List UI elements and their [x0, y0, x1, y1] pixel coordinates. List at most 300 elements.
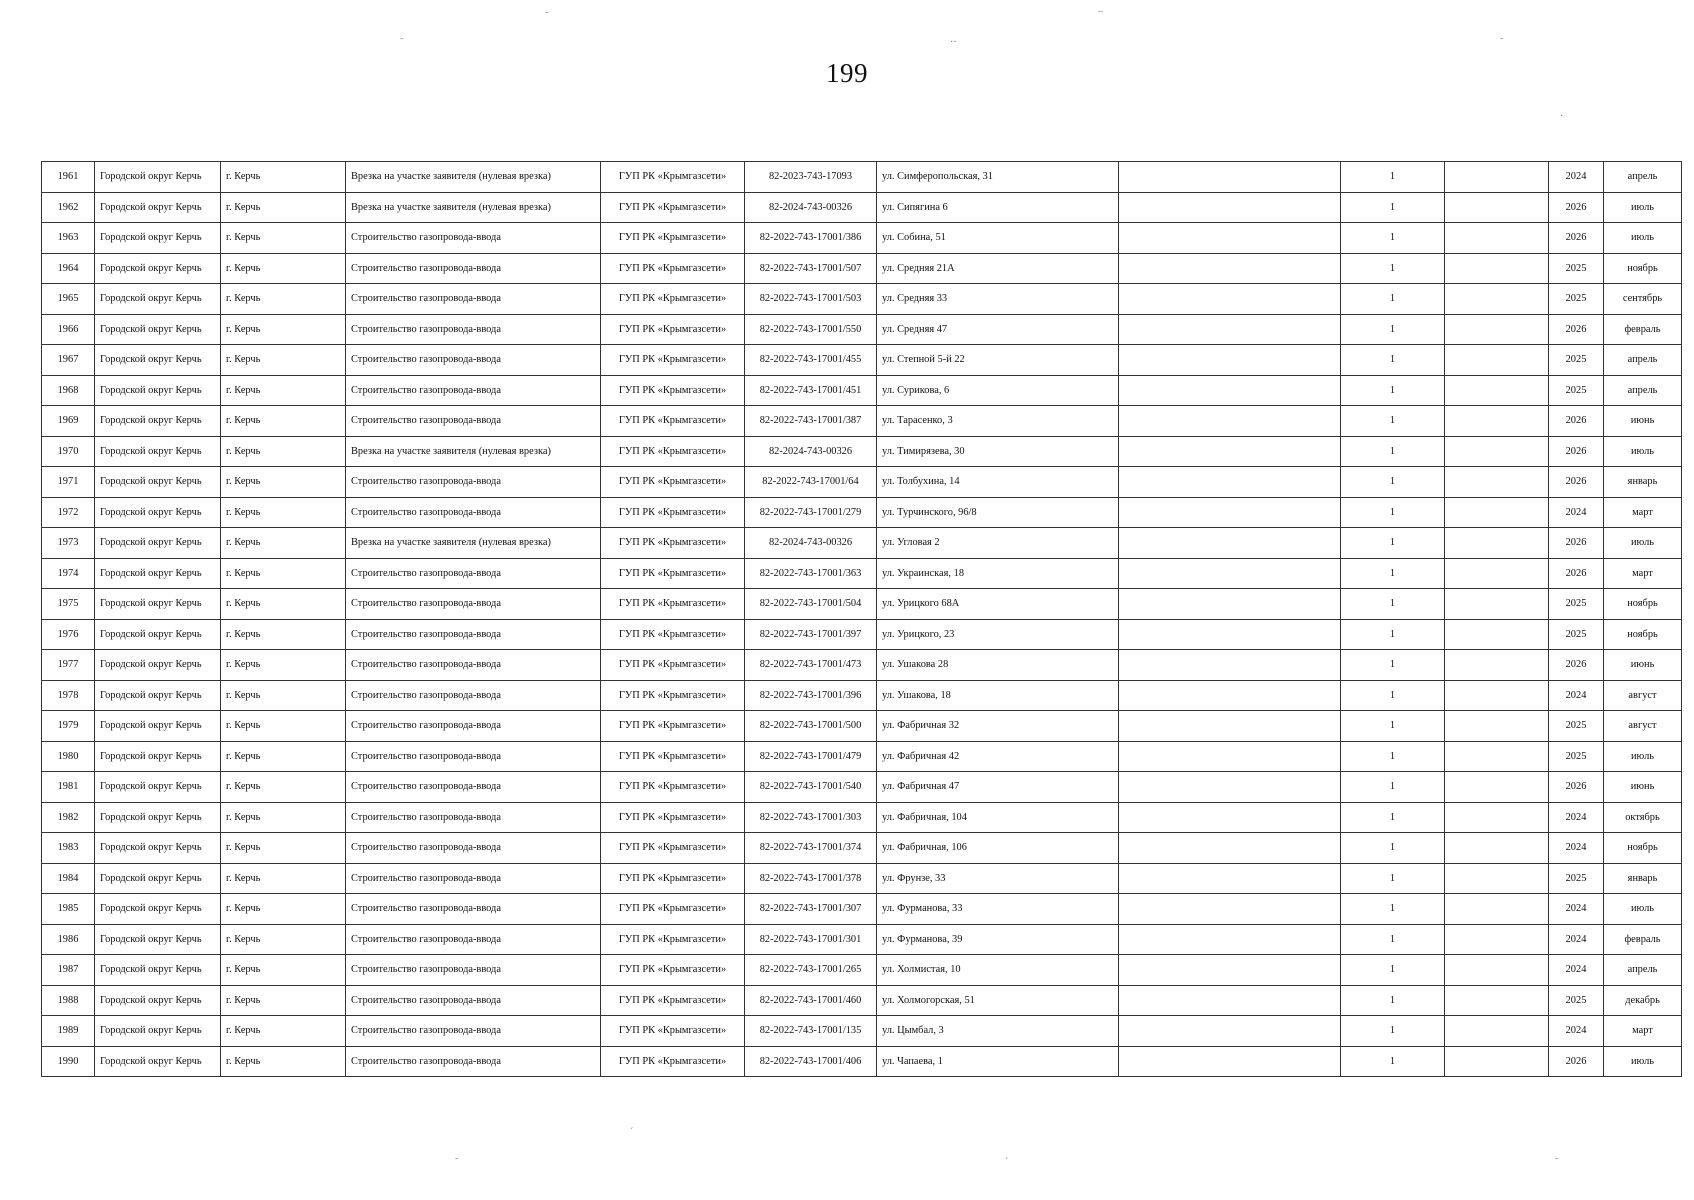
year-cell: 2025 — [1549, 589, 1604, 620]
month-cell: июль — [1604, 894, 1682, 925]
year-cell: 2026 — [1549, 650, 1604, 681]
organization-cell: ГУП РК «Крымгазсети» — [601, 863, 745, 894]
quantity-cell: 1 — [1341, 345, 1445, 376]
district-cell: Городской округ Керчь — [95, 1046, 221, 1077]
table-row — [42, 467, 1682, 498]
month-cell: июль — [1604, 223, 1682, 254]
address-cell: ул. Средняя 21А — [877, 253, 1119, 284]
empty-cell — [1119, 467, 1341, 498]
table-row — [42, 650, 1682, 681]
address-cell: ул. Сипягина 6 — [877, 192, 1119, 223]
month-cell: ноябрь — [1604, 253, 1682, 284]
district-cell: Городской округ Керчь — [95, 924, 221, 955]
row-number-cell: 1970 — [42, 436, 95, 467]
organization-cell: ГУП РК «Крымгазсети» — [601, 711, 745, 742]
organization-cell: ГУП РК «Крымгазсети» — [601, 650, 745, 681]
month-cell: июнь — [1604, 772, 1682, 803]
empty-cell — [1119, 833, 1341, 864]
address-cell: ул. Симферопольская, 31 — [877, 162, 1119, 193]
work-type-cell: Строительство газопровода-ввода — [346, 833, 601, 864]
scan-mark: ˜ — [1555, 1157, 1559, 1168]
empty-cell — [1119, 680, 1341, 711]
table-row — [42, 955, 1682, 986]
empty-cell — [1445, 650, 1549, 681]
empty-cell — [1119, 223, 1341, 254]
table-row — [42, 589, 1682, 620]
row-number-cell: 1989 — [42, 1016, 95, 1047]
request-number-cell: 82-2022-743-17001/135 — [745, 1016, 877, 1047]
month-cell: апрель — [1604, 375, 1682, 406]
quantity-cell: 1 — [1341, 894, 1445, 925]
organization-cell: ГУП РК «Крымгазсети» — [601, 192, 745, 223]
work-type-cell: Строительство газопровода-ввода — [346, 345, 601, 376]
quantity-cell: 1 — [1341, 375, 1445, 406]
city-cell: г. Керчь — [221, 497, 346, 528]
empty-cell — [1119, 314, 1341, 345]
work-type-cell: Врезка на участке заявителя (нулевая врезка) — [346, 162, 601, 193]
request-number-cell: 82-2022-743-17001/378 — [745, 863, 877, 894]
organization-cell: ГУП РК «Крымгазсети» — [601, 528, 745, 559]
year-cell: 2024 — [1549, 497, 1604, 528]
empty-cell — [1445, 1046, 1549, 1077]
table-row — [42, 528, 1682, 559]
organization-cell: ГУП РК «Крымгазсети» — [601, 1016, 745, 1047]
row-number-cell: 1981 — [42, 772, 95, 803]
row-number-cell: 1961 — [42, 162, 95, 193]
month-cell: март — [1604, 558, 1682, 589]
month-cell: март — [1604, 1016, 1682, 1047]
year-cell: 2024 — [1549, 955, 1604, 986]
year-cell: 2025 — [1549, 985, 1604, 1016]
row-number-cell: 1962 — [42, 192, 95, 223]
year-cell: 2026 — [1549, 406, 1604, 437]
quantity-cell: 1 — [1341, 162, 1445, 193]
row-number-cell: 1972 — [42, 497, 95, 528]
empty-cell — [1445, 863, 1549, 894]
row-number-cell: 1969 — [42, 406, 95, 437]
district-cell: Городской округ Керчь — [95, 192, 221, 223]
table-row — [42, 772, 1682, 803]
empty-cell — [1445, 924, 1549, 955]
quantity-cell: 1 — [1341, 619, 1445, 650]
work-type-cell: Строительство газопровода-ввода — [346, 924, 601, 955]
empty-cell — [1119, 741, 1341, 772]
scan-mark: ·· — [950, 37, 957, 48]
table-row — [42, 345, 1682, 376]
district-cell: Городской округ Керчь — [95, 467, 221, 498]
empty-cell — [1119, 192, 1341, 223]
organization-cell: ГУП РК «Крымгазсети» — [601, 985, 745, 1016]
row-number-cell: 1974 — [42, 558, 95, 589]
year-cell: 2026 — [1549, 772, 1604, 803]
address-cell: ул. Холмогорская, 51 — [877, 985, 1119, 1016]
row-number-cell: 1963 — [42, 223, 95, 254]
year-cell: 2026 — [1549, 528, 1604, 559]
city-cell: г. Керчь — [221, 894, 346, 925]
scan-mark: ˜ — [1500, 37, 1504, 48]
work-type-cell: Строительство газопровода-ввода — [346, 467, 601, 498]
empty-cell — [1119, 345, 1341, 376]
address-cell: ул. Фабричная 42 — [877, 741, 1119, 772]
organization-cell: ГУП РК «Крымгазсети» — [601, 833, 745, 864]
month-cell: декабрь — [1604, 985, 1682, 1016]
empty-cell — [1119, 985, 1341, 1016]
work-type-cell: Строительство газопровода-ввода — [346, 284, 601, 315]
empty-cell — [1119, 894, 1341, 925]
month-cell: март — [1604, 497, 1682, 528]
city-cell: г. Керчь — [221, 1016, 346, 1047]
empty-cell — [1445, 528, 1549, 559]
request-number-cell: 82-2023-743-17093 — [745, 162, 877, 193]
empty-cell — [1119, 497, 1341, 528]
empty-cell — [1445, 467, 1549, 498]
month-cell: ноябрь — [1604, 619, 1682, 650]
address-cell: ул. Фабричная 47 — [877, 772, 1119, 803]
address-cell: ул. Фурманова, 39 — [877, 924, 1119, 955]
request-number-cell: 82-2024-743-00326 — [745, 192, 877, 223]
city-cell: г. Керчь — [221, 467, 346, 498]
empty-cell — [1445, 772, 1549, 803]
scan-mark: ´ — [1005, 1157, 1009, 1168]
city-cell: г. Керчь — [221, 528, 346, 559]
empty-cell — [1119, 619, 1341, 650]
work-type-cell: Строительство газопровода-ввода — [346, 223, 601, 254]
district-cell: Городской округ Керчь — [95, 589, 221, 620]
month-cell: июль — [1604, 1046, 1682, 1077]
quantity-cell: 1 — [1341, 558, 1445, 589]
organization-cell: ГУП РК «Крымгазсети» — [601, 619, 745, 650]
row-number-cell: 1977 — [42, 650, 95, 681]
year-cell: 2024 — [1549, 924, 1604, 955]
table-row — [42, 863, 1682, 894]
organization-cell: ГУП РК «Крымгазсети» — [601, 894, 745, 925]
city-cell: г. Керчь — [221, 162, 346, 193]
quantity-cell: 1 — [1341, 589, 1445, 620]
address-cell: ул. Толбухина, 14 — [877, 467, 1119, 498]
empty-cell — [1119, 863, 1341, 894]
city-cell: г. Керчь — [221, 253, 346, 284]
year-cell: 2025 — [1549, 284, 1604, 315]
year-cell: 2026 — [1549, 314, 1604, 345]
address-cell: ул. Фабричная, 106 — [877, 833, 1119, 864]
request-number-cell: 82-2022-743-17001/540 — [745, 772, 877, 803]
request-number-cell: 82-2022-743-17001/374 — [745, 833, 877, 864]
district-cell: Городской округ Керчь — [95, 741, 221, 772]
quantity-cell: 1 — [1341, 863, 1445, 894]
organization-cell: ГУП РК «Крымгазсети» — [601, 955, 745, 986]
request-number-cell: 82-2022-743-17001/503 — [745, 284, 877, 315]
district-cell: Городской округ Керчь — [95, 253, 221, 284]
work-type-cell: Врезка на участке заявителя (нулевая врезка) — [346, 192, 601, 223]
empty-cell — [1445, 985, 1549, 1016]
row-number-cell: 1967 — [42, 345, 95, 376]
month-cell: июль — [1604, 528, 1682, 559]
organization-cell: ГУП РК «Крымгазсети» — [601, 406, 745, 437]
month-cell: июнь — [1604, 650, 1682, 681]
month-cell: ноябрь — [1604, 833, 1682, 864]
table-row — [42, 833, 1682, 864]
organization-cell: ГУП РК «Крымгазсети» — [601, 375, 745, 406]
address-cell: ул. Угловая 2 — [877, 528, 1119, 559]
district-cell: Городской округ Керчь — [95, 314, 221, 345]
work-type-cell: Строительство газопровода-ввода — [346, 985, 601, 1016]
organization-cell: ГУП РК «Крымгазсети» — [601, 345, 745, 376]
district-cell: Городской округ Керчь — [95, 1016, 221, 1047]
request-number-cell: 82-2022-743-17001/460 — [745, 985, 877, 1016]
year-cell: 2024 — [1549, 1016, 1604, 1047]
request-number-cell: 82-2024-743-00326 — [745, 436, 877, 467]
scan-mark: ˜ — [400, 37, 404, 48]
organization-cell: ГУП РК «Крымгазсети» — [601, 589, 745, 620]
row-number-cell: 1983 — [42, 833, 95, 864]
month-cell: октябрь — [1604, 802, 1682, 833]
page-number: 199 — [826, 58, 868, 88]
city-cell: г. Керчь — [221, 711, 346, 742]
row-number-cell: 1986 — [42, 924, 95, 955]
organization-cell: ГУП РК «Крымгазсети» — [601, 253, 745, 284]
city-cell: г. Керчь — [221, 985, 346, 1016]
year-cell: 2024 — [1549, 162, 1604, 193]
row-number-cell: 1979 — [42, 711, 95, 742]
month-cell: июль — [1604, 192, 1682, 223]
empty-cell — [1445, 192, 1549, 223]
address-cell: ул. Сурикова, 6 — [877, 375, 1119, 406]
scan-mark: ¯ — [1098, 11, 1103, 22]
empty-cell — [1119, 1016, 1341, 1047]
work-type-cell: Строительство газопровода-ввода — [346, 558, 601, 589]
scan-mark: ˜ — [455, 1157, 459, 1168]
organization-cell: ГУП РК «Крымгазсети» — [601, 680, 745, 711]
year-cell: 2026 — [1549, 558, 1604, 589]
city-cell: г. Керчь — [221, 223, 346, 254]
work-type-cell: Строительство газопровода-ввода — [346, 711, 601, 742]
empty-cell — [1119, 375, 1341, 406]
empty-cell — [1445, 497, 1549, 528]
city-cell: г. Керчь — [221, 192, 346, 223]
month-cell: ноябрь — [1604, 589, 1682, 620]
row-number-cell: 1973 — [42, 528, 95, 559]
year-cell: 2025 — [1549, 619, 1604, 650]
row-number-cell: 1990 — [42, 1046, 95, 1077]
district-cell: Городской округ Керчь — [95, 955, 221, 986]
work-type-cell: Строительство газопровода-ввода — [346, 1046, 601, 1077]
year-cell: 2025 — [1549, 863, 1604, 894]
address-cell: ул. Тарасенко, 3 — [877, 406, 1119, 437]
city-cell: г. Керчь — [221, 436, 346, 467]
month-cell: сентябрь — [1604, 284, 1682, 315]
row-number-cell: 1968 — [42, 375, 95, 406]
district-cell: Городской округ Керчь — [95, 528, 221, 559]
table-row — [42, 497, 1682, 528]
empty-cell — [1119, 558, 1341, 589]
request-number-cell: 82-2022-743-17001/64 — [745, 467, 877, 498]
address-cell: ул. Фабричная, 104 — [877, 802, 1119, 833]
row-number-cell: 1980 — [42, 741, 95, 772]
district-cell: Городской округ Керчь — [95, 680, 221, 711]
empty-cell — [1445, 406, 1549, 437]
organization-cell: ГУП РК «Крымгазсети» — [601, 924, 745, 955]
quantity-cell: 1 — [1341, 528, 1445, 559]
empty-cell — [1445, 711, 1549, 742]
city-cell: г. Керчь — [221, 558, 346, 589]
city-cell: г. Керчь — [221, 741, 346, 772]
scan-mark: ´ — [630, 1127, 634, 1138]
organization-cell: ГУП РК «Крымгазсети» — [601, 802, 745, 833]
request-number-cell: 82-2022-743-17001/303 — [745, 802, 877, 833]
table-row — [42, 375, 1682, 406]
work-type-cell: Строительство газопровода-ввода — [346, 772, 601, 803]
address-cell: ул. Фурманова, 33 — [877, 894, 1119, 925]
table-row — [42, 406, 1682, 437]
quantity-cell: 1 — [1341, 192, 1445, 223]
scan-mark: · — [1560, 111, 1564, 122]
work-type-cell: Строительство газопровода-ввода — [346, 802, 601, 833]
row-number-cell: 1964 — [42, 253, 95, 284]
address-cell: ул. Урицкого, 23 — [877, 619, 1119, 650]
city-cell: г. Керчь — [221, 284, 346, 315]
month-cell: июль — [1604, 436, 1682, 467]
table-row — [42, 1046, 1682, 1077]
city-cell: г. Керчь — [221, 863, 346, 894]
year-cell: 2025 — [1549, 375, 1604, 406]
request-number-cell: 82-2022-743-17001/396 — [745, 680, 877, 711]
empty-cell — [1445, 589, 1549, 620]
organization-cell: ГУП РК «Крымгазсети» — [601, 162, 745, 193]
district-cell: Городской округ Керчь — [95, 375, 221, 406]
district-cell: Городской округ Керчь — [95, 345, 221, 376]
empty-cell — [1445, 345, 1549, 376]
quantity-cell: 1 — [1341, 772, 1445, 803]
table-row — [42, 253, 1682, 284]
table-row — [42, 314, 1682, 345]
request-number-cell: 82-2022-743-17001/301 — [745, 924, 877, 955]
quantity-cell: 1 — [1341, 406, 1445, 437]
work-type-cell: Строительство газопровода-ввода — [346, 894, 601, 925]
quantity-cell: 1 — [1341, 924, 1445, 955]
month-cell: январь — [1604, 863, 1682, 894]
address-cell: ул. Цымбал, 3 — [877, 1016, 1119, 1047]
request-number-cell: 82-2022-743-17001/451 — [745, 375, 877, 406]
request-number-cell: 82-2022-743-17001/500 — [745, 711, 877, 742]
year-cell: 2026 — [1549, 223, 1604, 254]
request-number-cell: 82-2024-743-00326 — [745, 528, 877, 559]
district-cell: Городской округ Керчь — [95, 985, 221, 1016]
request-number-cell: 82-2022-743-17001/265 — [745, 955, 877, 986]
row-number-cell: 1978 — [42, 680, 95, 711]
organization-cell: ГУП РК «Крымгазсети» — [601, 741, 745, 772]
district-cell: Городской округ Керчь — [95, 711, 221, 742]
district-cell: Городской округ Керчь — [95, 223, 221, 254]
organization-cell: ГУП РК «Крымгазсети» — [601, 223, 745, 254]
address-cell: ул. Фабричная 32 — [877, 711, 1119, 742]
work-type-cell: Строительство газопровода-ввода — [346, 314, 601, 345]
quantity-cell: 1 — [1341, 985, 1445, 1016]
quantity-cell: 1 — [1341, 833, 1445, 864]
table-row — [42, 192, 1682, 223]
row-number-cell: 1984 — [42, 863, 95, 894]
month-cell: июль — [1604, 741, 1682, 772]
table-row — [42, 619, 1682, 650]
city-cell: г. Керчь — [221, 406, 346, 437]
request-number-cell: 82-2022-743-17001/307 — [745, 894, 877, 925]
year-cell: 2025 — [1549, 253, 1604, 284]
table-row — [42, 802, 1682, 833]
empty-cell — [1445, 375, 1549, 406]
city-cell: г. Керчь — [221, 619, 346, 650]
year-cell: 2025 — [1549, 741, 1604, 772]
district-cell: Городской округ Керчь — [95, 284, 221, 315]
table-row — [42, 1016, 1682, 1047]
quantity-cell: 1 — [1341, 1046, 1445, 1077]
work-type-cell: Строительство газопровода-ввода — [346, 375, 601, 406]
work-type-cell: Строительство газопровода-ввода — [346, 741, 601, 772]
request-number-cell: 82-2022-743-17001/387 — [745, 406, 877, 437]
request-number-cell: 82-2022-743-17001/550 — [745, 314, 877, 345]
district-cell: Городской округ Керчь — [95, 162, 221, 193]
district-cell: Городской округ Керчь — [95, 833, 221, 864]
empty-cell — [1119, 406, 1341, 437]
district-cell: Городской округ Керчь — [95, 772, 221, 803]
organization-cell: ГУП РК «Крымгазсети» — [601, 497, 745, 528]
quantity-cell: 1 — [1341, 284, 1445, 315]
empty-cell — [1119, 802, 1341, 833]
organization-cell: ГУП РК «Крымгазсети» — [601, 558, 745, 589]
empty-cell — [1119, 436, 1341, 467]
empty-cell — [1445, 558, 1549, 589]
city-cell: г. Керчь — [221, 772, 346, 803]
table-row — [42, 741, 1682, 772]
table-row — [42, 223, 1682, 254]
city-cell: г. Керчь — [221, 833, 346, 864]
empty-cell — [1119, 924, 1341, 955]
year-cell: 2026 — [1549, 192, 1604, 223]
empty-cell — [1119, 1046, 1341, 1077]
year-cell: 2025 — [1549, 711, 1604, 742]
scan-mark: ˜ — [545, 11, 549, 22]
work-type-cell: Строительство газопровода-ввода — [346, 680, 601, 711]
table-row — [42, 985, 1682, 1016]
address-cell: ул. Степной 5-й 22 — [877, 345, 1119, 376]
empty-cell — [1445, 619, 1549, 650]
month-cell: апрель — [1604, 162, 1682, 193]
empty-cell — [1445, 680, 1549, 711]
month-cell: август — [1604, 680, 1682, 711]
organization-cell: ГУП РК «Крымгазсети» — [601, 436, 745, 467]
month-cell: июнь — [1604, 406, 1682, 437]
district-cell: Городской округ Керчь — [95, 497, 221, 528]
row-number-cell: 1988 — [42, 985, 95, 1016]
request-number-cell: 82-2022-743-17001/406 — [745, 1046, 877, 1077]
district-cell: Городской округ Керчь — [95, 863, 221, 894]
gas-connection-table — [41, 161, 1682, 1077]
row-number-cell: 1965 — [42, 284, 95, 315]
district-cell: Городской округ Керчь — [95, 436, 221, 467]
quantity-cell: 1 — [1341, 711, 1445, 742]
empty-cell — [1445, 223, 1549, 254]
quantity-cell: 1 — [1341, 223, 1445, 254]
quantity-cell: 1 — [1341, 741, 1445, 772]
city-cell: г. Керчь — [221, 314, 346, 345]
work-type-cell: Строительство газопровода-ввода — [346, 497, 601, 528]
empty-cell — [1119, 772, 1341, 803]
request-number-cell: 82-2022-743-17001/507 — [745, 253, 877, 284]
quantity-cell: 1 — [1341, 467, 1445, 498]
row-number-cell: 1982 — [42, 802, 95, 833]
year-cell: 2026 — [1549, 467, 1604, 498]
row-number-cell: 1971 — [42, 467, 95, 498]
address-cell: ул. Фрунзе, 33 — [877, 863, 1119, 894]
work-type-cell: Врезка на участке заявителя (нулевая врезка) — [346, 528, 601, 559]
